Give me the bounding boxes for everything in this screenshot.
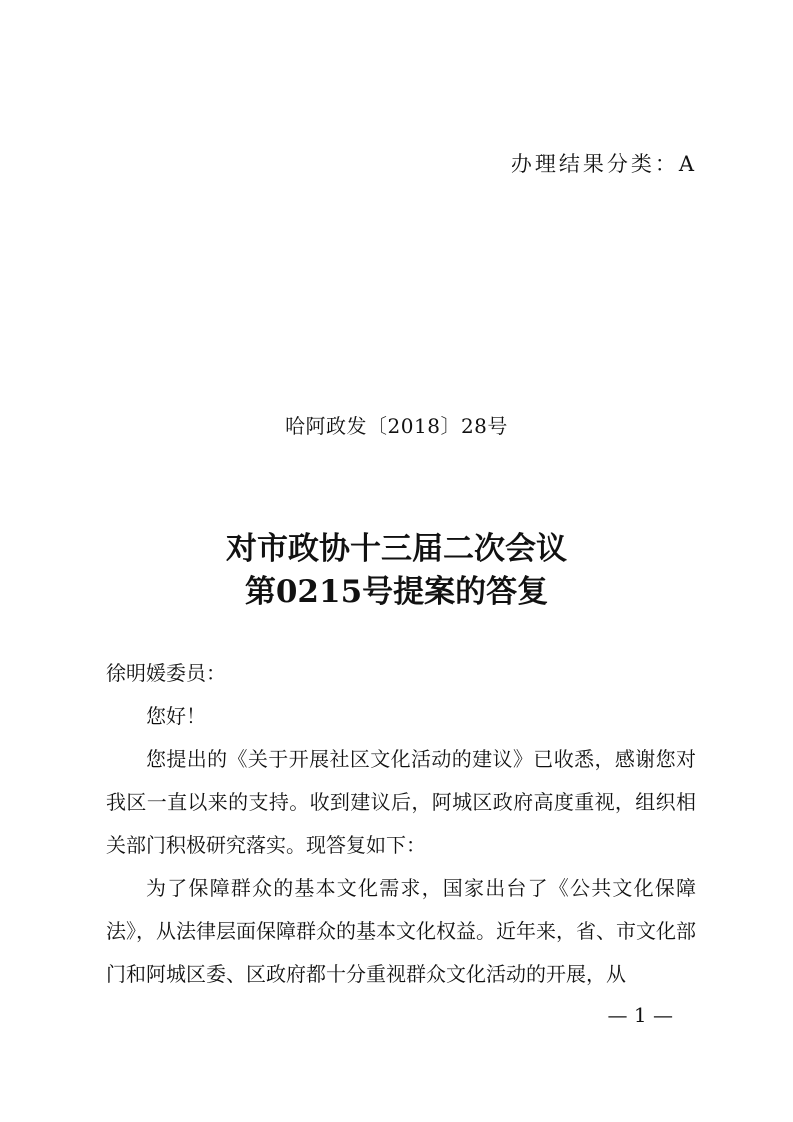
result-classification: 办理结果分类：A [510,152,697,176]
document-number: 哈阿政发〔2018〕28号 [285,414,508,438]
title-line-1: 对市政协十三届二次会议 [226,531,567,567]
page-number: — 1 — [607,1003,673,1027]
greeting: 您好！ [146,704,206,728]
document-title [0,528,793,614]
paragraph-1: 您提出的《关于开展社区文化活动的建议》已收悉，感谢您对我区一直以来的支持。收到建议后，阿城区政府高度重视，组织相关部门积极研究落实。现答复如下： [106,747,696,857]
salutation: 徐明媛委员： [106,661,226,685]
title-line-2: 第0215号提案的答复 [244,574,549,610]
paragraph-2: 为了保障群众的基本文化需求，国家出台了《公共文化保障法》，从法律层面保障群众的基本文化权益。近年来，省、市文化部门和阿城区委、区政府都十分重视群众文化活动的开展，从 [106,876,696,986]
document-body [106,652,696,996]
